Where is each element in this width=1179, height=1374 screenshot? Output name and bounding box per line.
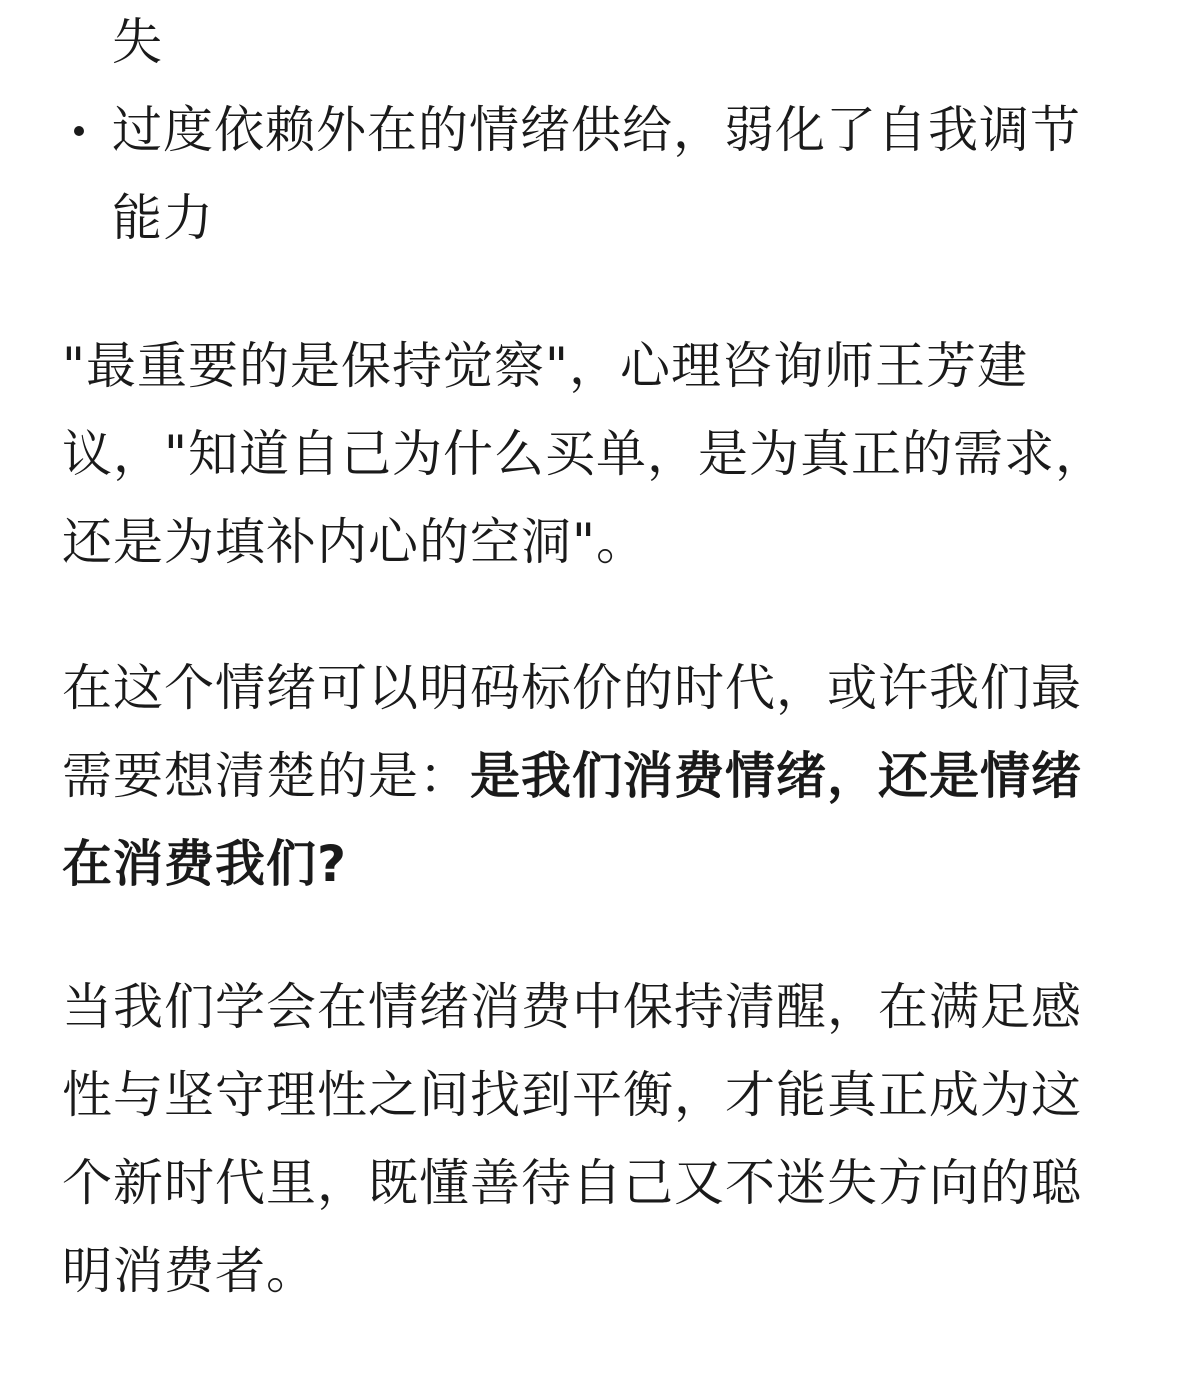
question-paragraph-emphasis: 是我们消费情绪，还是情绪在消费我们? — [62, 747, 1082, 893]
bullet-list — [62, 0, 1122, 262]
question-paragraph — [62, 644, 1122, 908]
list-item — [62, 86, 1122, 262]
list-item-text: 失 — [112, 13, 163, 71]
list-item-text: 过度依赖外在的情绪供给，弱化了自我调节能力 — [112, 101, 1081, 247]
bullet-dot-icon — [74, 126, 84, 136]
closing-paragraph: 当我们学会在情绪消费中保持清醒，在满足感性与坚守理性之间找到平衡，才能真正成为这个新时代里，既懂善待自己又不迷失方向的聪明消费者。 — [62, 978, 1082, 1300]
question-paragraph-lead: 在这个情绪可以明码标价的时代，或许我们最需要想清楚的是： — [62, 659, 1082, 805]
quote-paragraph: "最重要的是保持觉察"，心理咨询师王芳建议，"知道自己为什么买单，是为真正的需求，还是为填补内心的空洞"。 — [62, 337, 1106, 571]
list-item — [62, 0, 1122, 86]
